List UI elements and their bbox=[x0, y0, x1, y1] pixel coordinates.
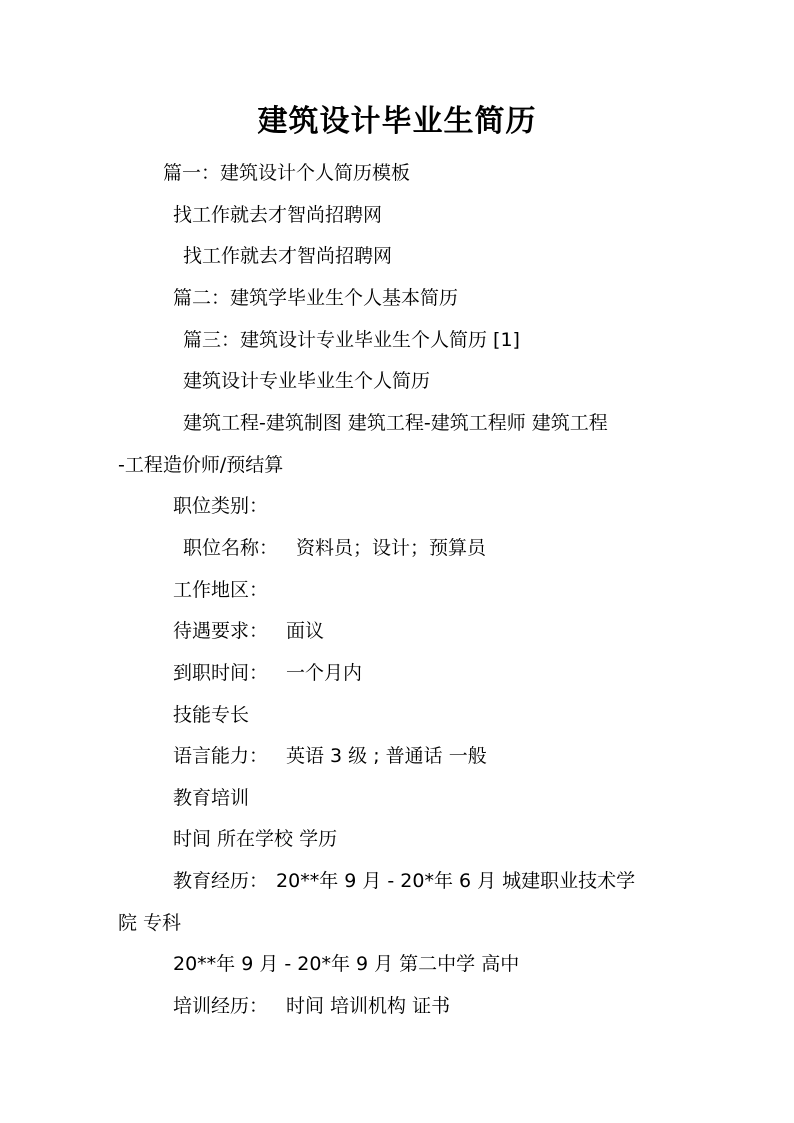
field-label: 教育经历： bbox=[173, 870, 269, 892]
field-label: 职位类别： bbox=[173, 495, 269, 517]
field-value: 资料员；设计；预算员 bbox=[296, 537, 487, 559]
section-heading-1: 篇一：建筑设计个人简历模板 bbox=[163, 162, 411, 184]
section-label: 教育培训 bbox=[173, 787, 250, 809]
field-value: 一个月内 bbox=[286, 662, 363, 684]
document-title: 建筑设计毕业生简历 bbox=[257, 104, 537, 139]
field-row bbox=[183, 535, 486, 561]
field-label: 待遇要求： bbox=[173, 620, 269, 642]
text-line: 院 专科 bbox=[118, 912, 182, 934]
field-label: 培训经历： bbox=[173, 995, 269, 1017]
field-row bbox=[173, 618, 324, 644]
field-value: 时间 培训机构 证书 bbox=[286, 995, 451, 1017]
text-line: 找工作就去才智尚招聘网 bbox=[183, 245, 393, 267]
field-label: 到职时间： bbox=[173, 662, 269, 684]
text-line: 找工作就去才智尚招聘网 bbox=[173, 204, 383, 226]
field-value: 面议 bbox=[286, 620, 325, 642]
field-label: 语言能力： bbox=[173, 745, 269, 767]
field-label: 工作地区： bbox=[173, 579, 269, 601]
field-value: 英语 3 级 ; 普通话 一般 bbox=[286, 745, 487, 767]
field-value: 20**年 9 月 - 20*年 6 月 城建职业技术学 bbox=[276, 870, 636, 892]
text-line: 20**年 9 月 - 20*年 9 月 第二中学 高中 bbox=[173, 953, 520, 975]
section-heading-3: 篇三：建筑设计专业毕业生个人简历 [1] bbox=[183, 329, 520, 351]
field-label: 职位名称： bbox=[183, 537, 279, 559]
resume-subtitle: 建筑设计专业毕业生个人简历 bbox=[183, 370, 431, 392]
section-label: 技能专长 bbox=[173, 704, 250, 726]
text-line: -工程造价师/预结算 bbox=[118, 454, 284, 476]
field-row bbox=[173, 993, 450, 1019]
section-heading-2: 篇二：建筑学毕业生个人基本简历 bbox=[173, 287, 459, 309]
field-row bbox=[173, 743, 487, 769]
table-header: 时间 所在学校 学历 bbox=[173, 828, 338, 850]
text-line: 建筑工程-建筑制图 建筑工程-建筑工程师 建筑工程 bbox=[183, 412, 608, 434]
field-row bbox=[173, 868, 635, 894]
field-row bbox=[173, 660, 362, 686]
